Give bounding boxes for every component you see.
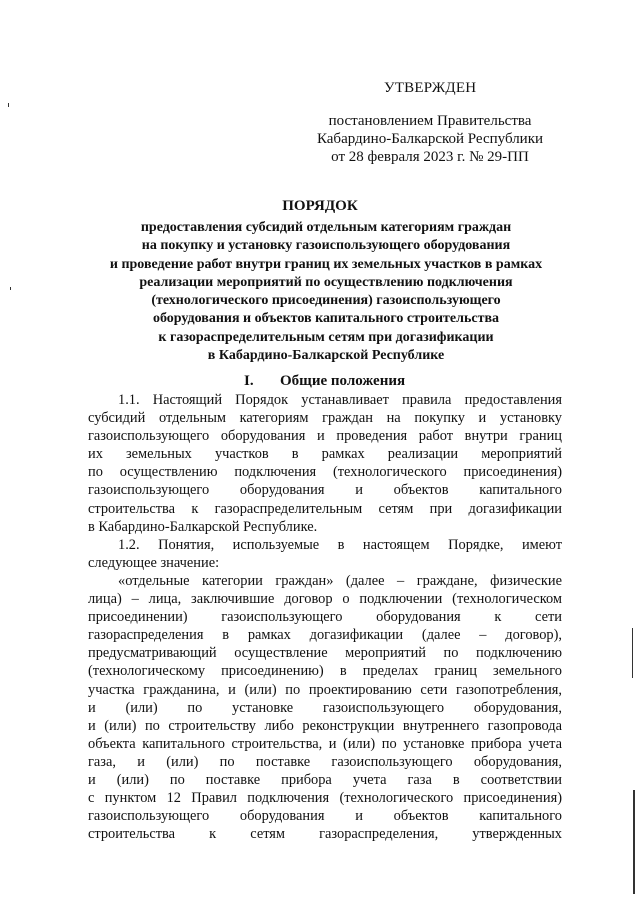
text-line: лица) – лица, заключившие договор о подключении (технологическом — [88, 591, 562, 608]
subtitle-line: (технологического присоединения) газоиспользующего — [151, 293, 501, 309]
approval-date-line: от 28 февраля 2023 г. № 29-ПП — [331, 149, 529, 165]
section-number: I. — [244, 373, 254, 389]
text-line: предусматривающий осуществление мероприятий по подключению — [88, 645, 562, 662]
approval-stamp-heading: УТВЕРЖДЕН — [384, 80, 477, 96]
text-line: строительства к сетям газораспределения, утвержденных — [88, 826, 562, 843]
paragraph-1-2 — [88, 536, 562, 572]
text-line: присоединении) газоиспользующего оборудования к сети — [88, 609, 562, 626]
document-body — [88, 391, 562, 843]
scan-artifact — [8, 103, 9, 107]
subtitle-line: реализации мероприятий по осуществлению подключения — [139, 274, 513, 290]
scan-artifact — [633, 790, 635, 894]
text-line: газоиспользующего оборудования и проведения работ внутри границ — [88, 428, 562, 445]
text-line: объекта капитального строительства, и (или) по установке прибора учета — [88, 735, 562, 752]
section-heading — [244, 373, 405, 390]
scan-artifact — [632, 628, 633, 678]
approval-line: постановлением Правительства — [328, 113, 532, 129]
subtitle-line: предоставления субсидий отдельным категориям граждан — [140, 220, 512, 235]
text-line: следующее значение: — [88, 554, 220, 571]
text-line: газоиспользующего оборудования и объектов капитального — [88, 482, 562, 499]
text-line: 1.1. Настоящий Порядок устанавливает правила предоставления — [118, 392, 562, 408]
text-line: и (или) по установке газоиспользующего оборудования, — [88, 699, 562, 716]
text-line: по осуществлению подключения (технологического присоединения) — [88, 464, 562, 481]
subtitle-line: к газораспределительным сетям при догазификации — [158, 329, 494, 345]
text-line: (технологическому присоединению) в пределах границ земельного — [88, 663, 562, 680]
scan-artifact — [10, 287, 11, 290]
text-line: «отдельные категории граждан» (далее – граждане, физические — [118, 572, 562, 589]
document-title: ПОРЯДОК — [282, 198, 358, 214]
text-line: их земельных участков в рамках реализации мероприятий — [88, 446, 562, 463]
text-line: газораспределения в рамках догазификации (далее – договор), — [88, 627, 562, 644]
paragraph-definition — [88, 572, 562, 843]
subtitle-line: в Кабардино-Балкарской Республике — [207, 348, 445, 364]
approval-line: Кабардино-Балкарской Республики — [316, 131, 544, 147]
text-line: участка гражданина, и (или) по проектированию сети газопотребления, — [88, 681, 562, 698]
text-line: с пунктом 12 Правил подключения (технологического присоединения) — [88, 790, 562, 807]
subtitle-line: на покупку и установку газоиспользующего оборудования — [141, 238, 511, 254]
text-line: субсидий отдельным категориям граждан на покупку и установку — [88, 410, 562, 427]
approval-block — [300, 112, 560, 166]
text-line: газоиспользующего оборудования и объектов капитального — [88, 808, 562, 825]
text-line: в Кабардино-Балкарской Республике. — [88, 518, 318, 535]
section-title: Общие положения — [280, 373, 406, 389]
subtitle-line: оборудования и объектов капитального строительства — [152, 311, 500, 327]
text-line: газа, и (или) по поставке газоиспользующего оборудования, — [88, 753, 562, 770]
paragraph-1-1 — [88, 391, 562, 536]
text-line: строительства к газораспределительным сетям при догазификации — [88, 500, 562, 517]
document-subtitle — [86, 219, 566, 365]
text-line: 1.2. Понятия, используемые в настоящем Порядке, имеют — [118, 536, 562, 553]
subtitle-line: и проведение работ внутри границ их земельных участков в рамках — [109, 256, 543, 272]
text-line: и (или) по поставке прибора учета газа в соответствии — [88, 771, 562, 788]
text-line: и (или) по строительству либо реконструкции внутреннего газопровода — [88, 717, 562, 734]
